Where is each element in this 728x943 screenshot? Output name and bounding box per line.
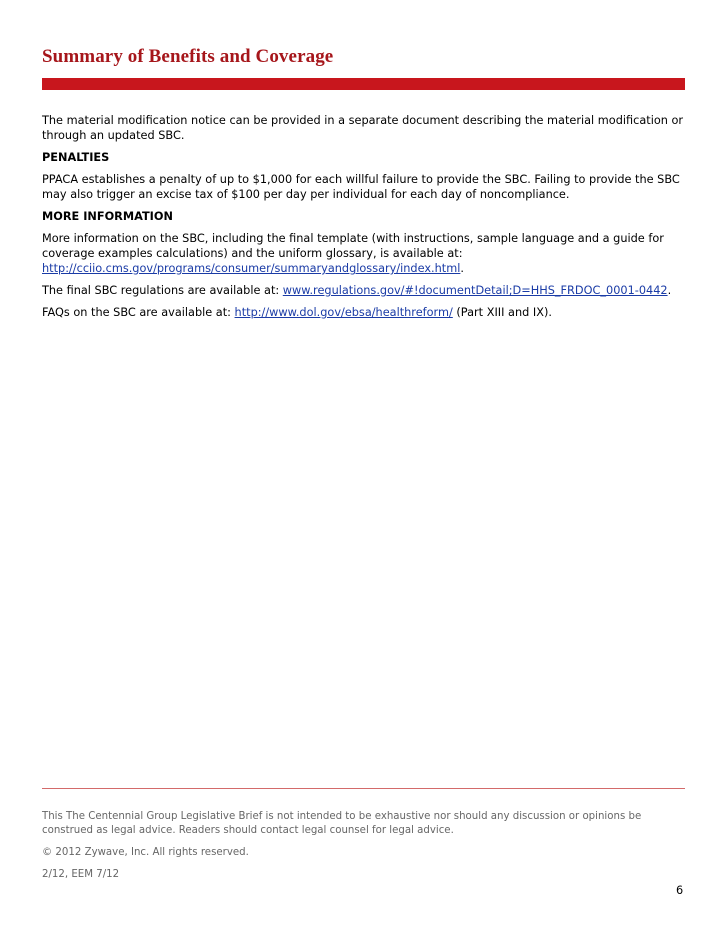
more-info-end: . — [460, 262, 464, 275]
footer-copyright: © 2012 Zywave, Inc. All rights reserved. — [42, 847, 249, 858]
footer-disclaimer: This The Centennial Group Legislative Brief is not intended to be exhaustive nor should any discussion or opinions be construed as legal advice. Readers should contact legal counsel for legal advice. — [42, 811, 642, 836]
faqs-paragraph — [42, 305, 687, 320]
footer-revision: 2/12, EEM 7/12 — [42, 869, 120, 880]
page-number: 6 — [676, 884, 684, 897]
more-info-text: More information on the SBC, including the final template (with instructions, sample language and a guide for coverage examples calculations) and the uniform glossary, is available at: — [42, 232, 664, 260]
more-info-heading: MORE INFORMATION — [42, 210, 173, 223]
more-info-paragraph — [42, 231, 687, 276]
intro-paragraph: The material modification notice can be provided in a separate document describing the material modification or through an updated SBC. — [42, 114, 684, 142]
footer-divider — [42, 788, 685, 789]
penalties-paragraph: PPACA establishes a penalty of up to $1,000 for each willful failure to provide the SBC. Failing to provide the SBC may also trigger an excise tax of $100 per day per individual for each day of noncompliance. — [42, 173, 680, 201]
title-accent-bar — [42, 78, 685, 90]
faqs-link[interactable]: http://www.dol.gov/ebsa/healthreform/ — [234, 306, 453, 319]
regulations-link[interactable]: www.regulations.gov/#!documentDetail;D=HHS_FRDOC_0001-0442 — [282, 284, 668, 297]
faqs-end: (Part XIII and IX). — [452, 306, 552, 319]
regulations-paragraph — [42, 283, 687, 298]
penalties-heading: PENALTIES — [42, 151, 110, 164]
regulations-end: . — [667, 284, 672, 297]
regulations-text: The final SBC regulations are available at: — [42, 284, 283, 297]
cciio-link[interactable]: http://cciio.cms.gov/programs/consumer/summaryandglossary/index.html — [42, 262, 461, 275]
document-footer — [42, 810, 687, 890]
faqs-text: FAQs on the SBC are available at: — [42, 306, 235, 319]
document-title: Summary of Benefits and Coverage — [42, 46, 334, 67]
document-body — [42, 113, 687, 327]
